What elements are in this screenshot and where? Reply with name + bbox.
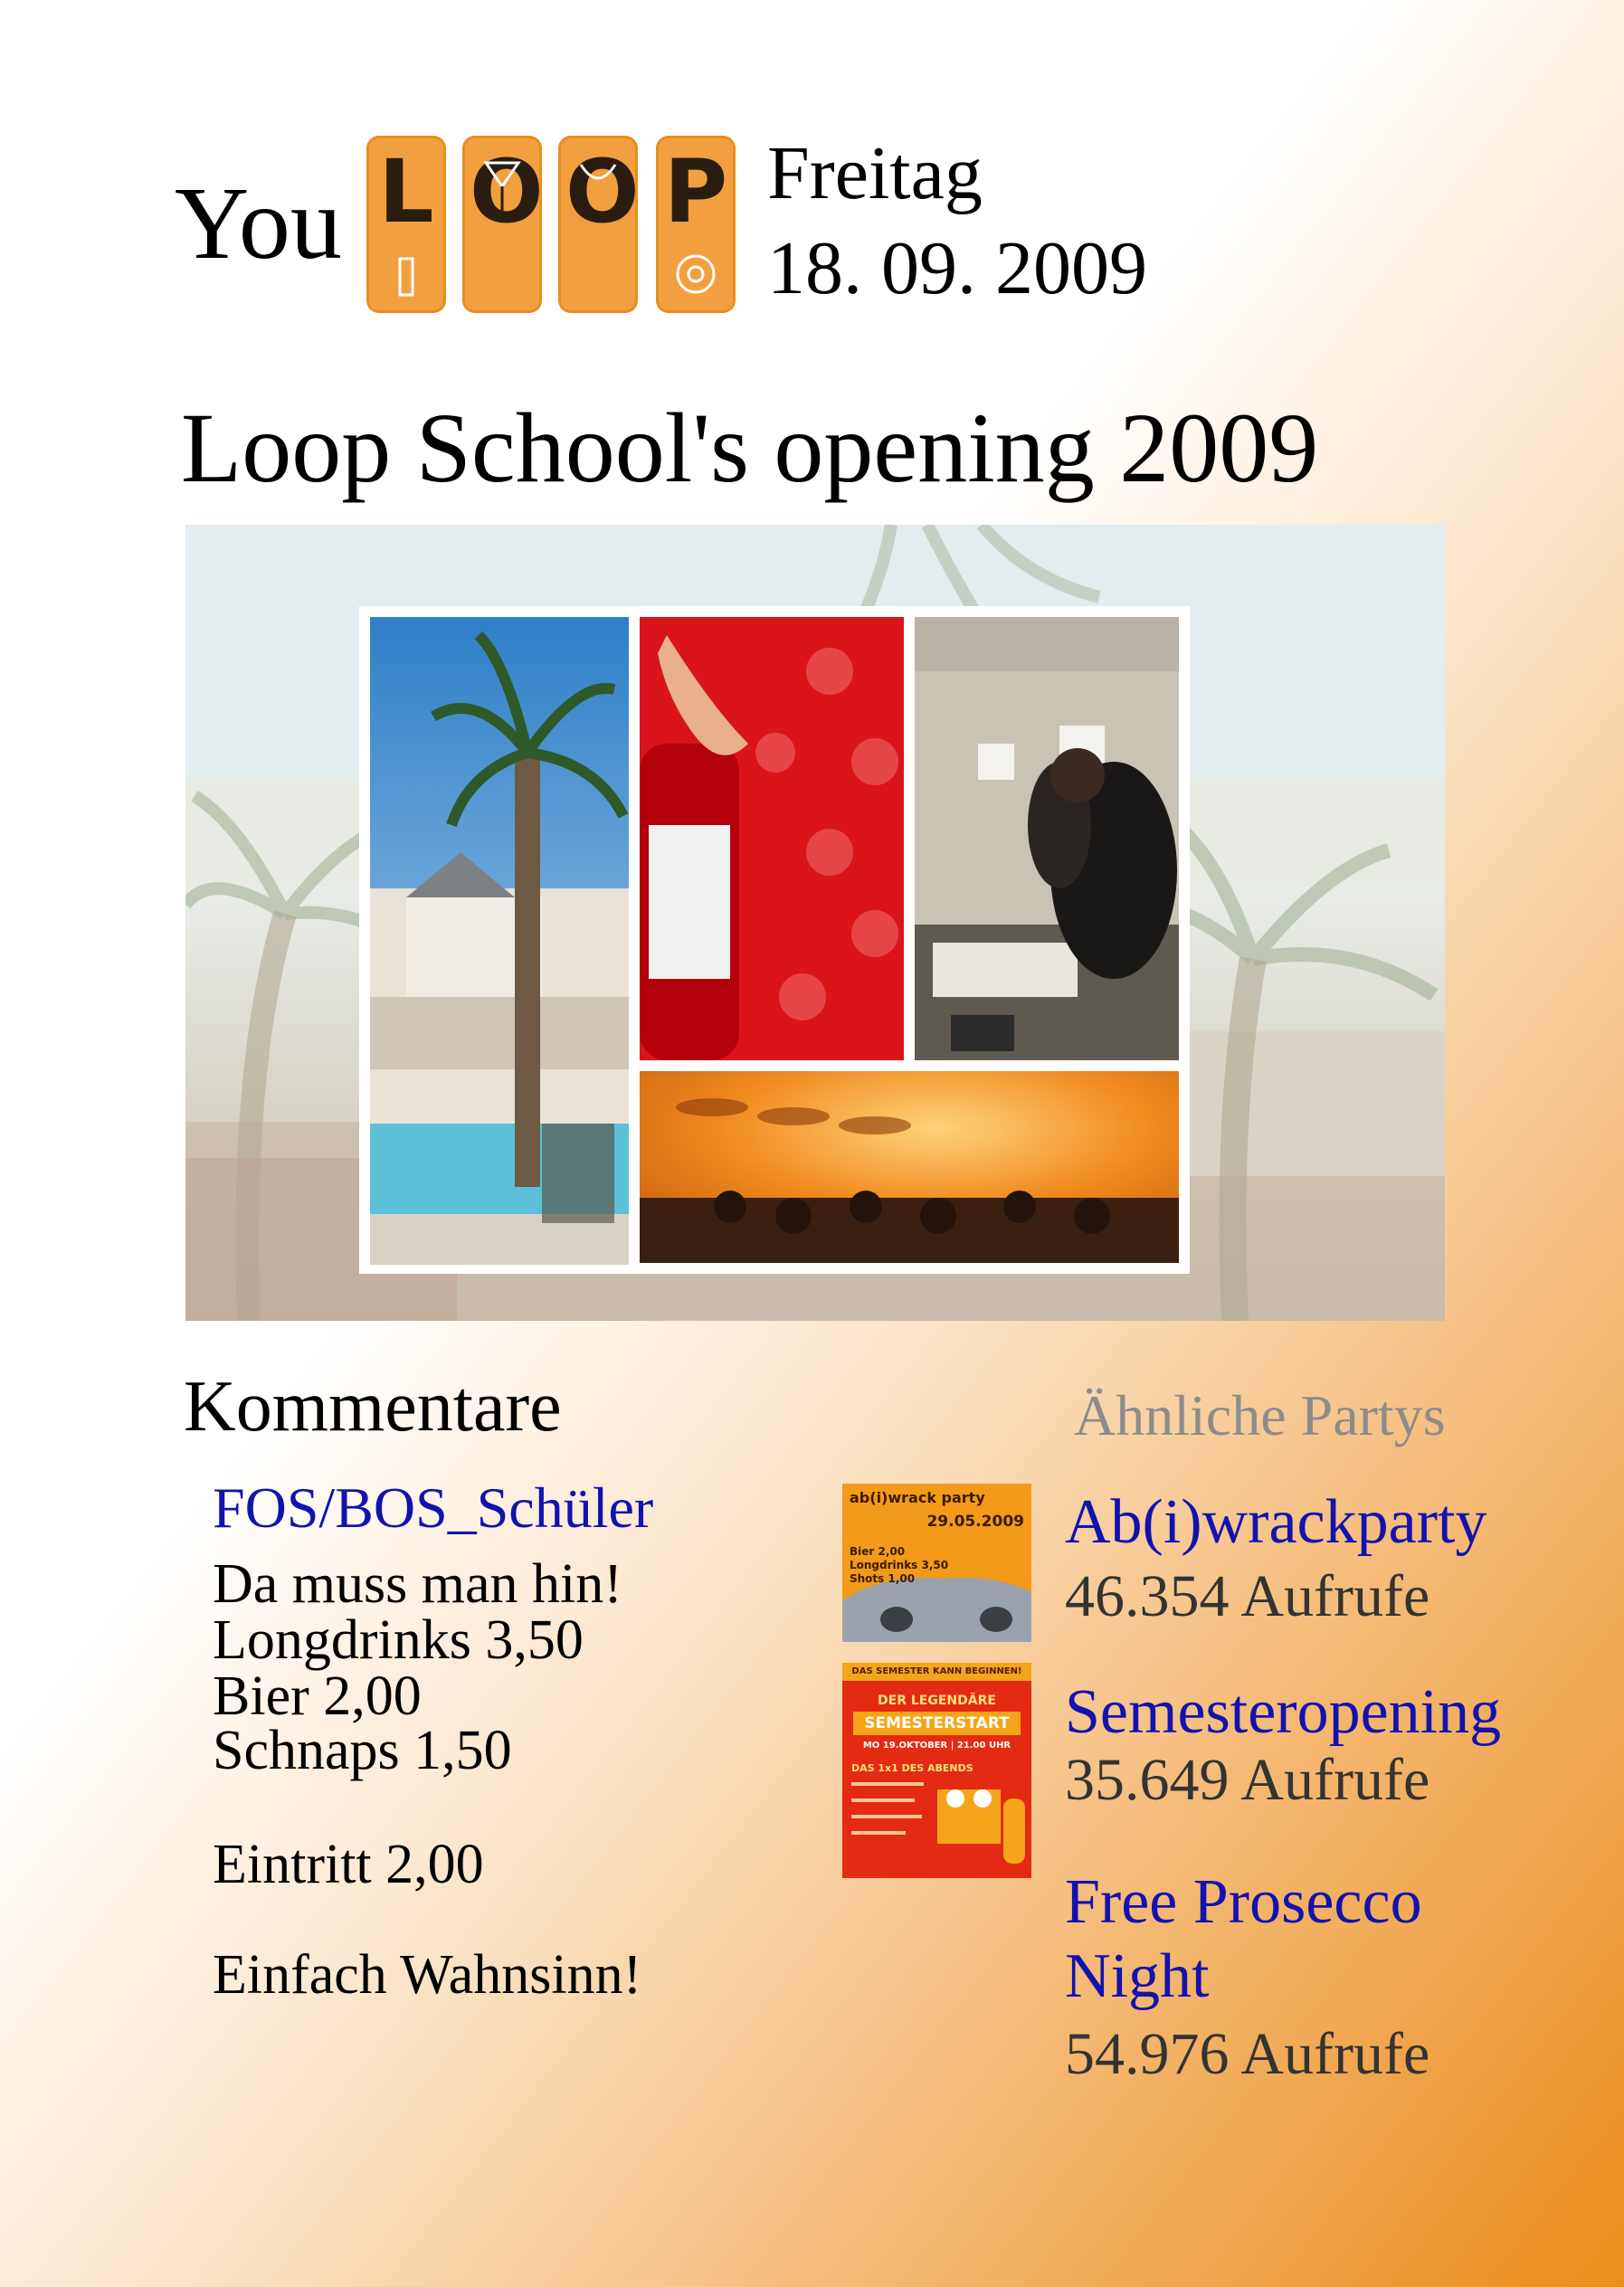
event-day: Freitag	[767, 131, 983, 215]
photo-collage[interactable]	[359, 606, 1190, 1274]
comment-text-line: Schnaps 1,50	[213, 1720, 512, 1781]
photo-pool-house	[370, 617, 629, 1265]
party-link-abiwrackparty[interactable]: Ab(i)wrackparty	[1065, 1487, 1487, 1557]
logo-letter: O	[565, 141, 640, 242]
thumb-price-line: Longdrinks 3,50	[850, 1559, 949, 1571]
logo-letter: O	[470, 141, 544, 242]
thumb-line: DAS 1x1 DES ABENDS	[851, 1762, 973, 1774]
thumb-date: 29.05.2009	[926, 1513, 1024, 1531]
thumb-prices	[850, 1545, 948, 1586]
party-thumbnail-semesteropening[interactable]	[842, 1663, 1031, 1878]
party-link-free-prosecco-night-line2[interactable]: Night	[1065, 1941, 1210, 2011]
thumb-line: MO 19.OKTOBER | 21.00 UHR	[862, 1741, 1011, 1751]
comment-text-line: Bier 2,00	[213, 1665, 422, 1727]
party-views: 46.354 Aufrufe	[1065, 1563, 1430, 1629]
event-date: 18. 09. 2009	[767, 226, 1147, 310]
comment-text-line: Eintritt 2,00	[213, 1834, 484, 1895]
cocktail-glass-icon	[482, 159, 522, 223]
photo-bar	[640, 1071, 1179, 1263]
comment-text-line: Da muss man hin!	[213, 1553, 622, 1615]
thumb-top-banner: DAS SEMESTER KANN BEGINNEN!	[842, 1663, 1031, 1681]
record-icon	[673, 251, 718, 297]
comment-text-line: Einfach Wahnsinn!	[213, 1944, 642, 2006]
similar-parties-heading: Ähnliche Partys	[1074, 1383, 1446, 1447]
party-views: 54.976 Aufrufe	[1065, 2021, 1430, 2087]
logo-tile-p	[656, 136, 736, 313]
thumb-line: DER LEGENDÄRE	[878, 1694, 996, 1708]
thumb-headline: SEMESTERSTART	[853, 1712, 1021, 1735]
photo-classroom	[915, 617, 1179, 1060]
logo-letter: P	[663, 141, 728, 242]
party-link-free-prosecco-night[interactable]: Free Prosecco	[1065, 1867, 1422, 1937]
logo-tile-o1	[462, 136, 542, 313]
comment-text-line: Longdrinks 3,50	[213, 1609, 584, 1671]
photo-red-bottle	[640, 617, 904, 1060]
logo-tile-l	[366, 136, 446, 313]
pool-house-image	[370, 617, 629, 1265]
logo-bar-icon	[397, 257, 415, 297]
bottle-image	[640, 617, 904, 1060]
party-views: 35.649 Aufrufe	[1065, 1747, 1430, 1813]
logo-letter: L	[378, 141, 434, 242]
thumb-title: ab(i)wrack party	[850, 1489, 985, 1506]
cup-icon	[575, 159, 621, 195]
comment-author-link[interactable]: FOS/BOS_Schüler	[213, 1476, 654, 1540]
loop-logo[interactable]	[366, 136, 736, 313]
brand-prefix: You	[175, 166, 342, 280]
classroom-image	[915, 617, 1179, 1060]
logo-tile-o2	[558, 136, 638, 313]
bar-crowd-image	[640, 1071, 1179, 1263]
thumb-price-line: Shots 1,00	[850, 1572, 916, 1585]
party-link-semesteropening[interactable]: Semesteropening	[1065, 1677, 1502, 1747]
party-thumbnail-abiwrack[interactable]	[842, 1484, 1031, 1642]
comments-heading: Kommentare	[184, 1367, 562, 1447]
thumb-price-line: Bier 2,00	[850, 1545, 906, 1558]
event-title: Loop School's opening 2009	[181, 393, 1319, 503]
